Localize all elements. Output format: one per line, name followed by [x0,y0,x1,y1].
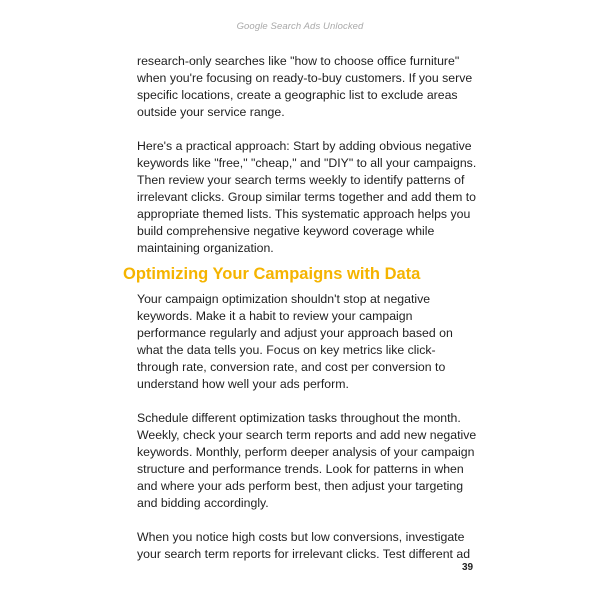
body-text-top [137,53,477,257]
paragraph: Your campaign optimization shouldn't stop at negative keywords. Make it a habit to review your campaign performance regularly and adjust your approach based on what the data tells you. Focus on key metrics like click-through rate, conversion rate, and cost per conversion to understand how well your ads perform. [137,292,453,391]
section-heading: Optimizing Your Campaigns with Data [123,265,421,283]
paragraph: research-only searches like "how to choose office furniture" when you're focusing on ready-to-buy customers. If you serve specific locations, create a geographic list to exclude areas outside your service range. [137,54,473,119]
paragraph: When you notice high costs but low conversions, investigate your search term reports for irrelevant clicks. Test different ad [137,530,471,561]
paragraph: Here's a practical approach: Start by adding obvious negative keywords like "free," "cheap," and "DIY" to all your campaigns. Then review your search terms weekly to identify patterns of irrelevant clicks. Group similar terms together and add them to appropriate themed lists. This systematic approach helps you build comprehensive negative keyword coverage while maintaining organization. [137,139,477,255]
body-text-bottom [137,291,477,563]
paragraph: Schedule different optimization tasks throughout the month. Weekly, check your search term reports and add new negative keywords. Monthly, perform deeper analysis of your campaign structure and performance trends. Look for patterns in when and where your ads perform best, then adjust your targeting and bidding accordingly. [137,411,477,510]
page-number: 39 [462,562,474,573]
running-header: Google Search Ads Unlocked [236,21,364,32]
